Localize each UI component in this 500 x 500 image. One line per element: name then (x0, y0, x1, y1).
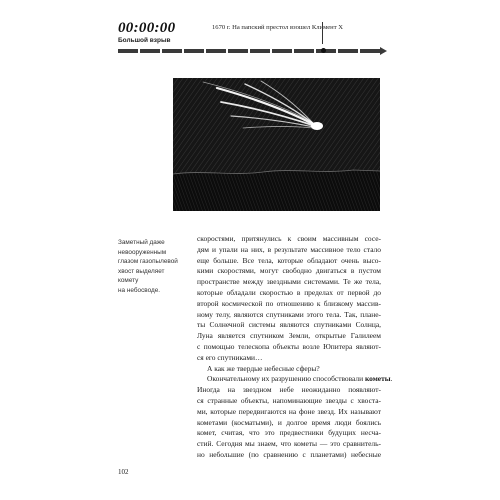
caption-line: Заметный даже (118, 239, 165, 246)
comet-illustration (173, 78, 380, 211)
body-line: дям и упали на них, в результате массивное тело стало (197, 244, 381, 254)
body-line: но небольшие (по сравнению с планетами) небесные (197, 449, 381, 459)
header-time: 00:00:00 (118, 20, 176, 36)
body-line: скоростями, притянулись к своим массивным сосе- (197, 234, 381, 243)
body-line: еще больше. Все тела, которые обладают очень высо- (197, 255, 381, 265)
body-line: кометами (косматыми), и долгое время люди боялись (197, 417, 381, 427)
figure-caption (118, 238, 178, 296)
body-line: комет, считая, что это предвестники будущих несча- (197, 428, 381, 438)
body-line: кими скоростями, могут свободно двигаться в пустом (197, 266, 381, 276)
header-subtitle: Большой взрыв (118, 37, 171, 44)
body-line: Иногда на звездном небе неожиданно появляют- (197, 385, 381, 395)
timeline-marker-dot (321, 48, 326, 53)
body-line-emphasis: Окончательному их разрушению способствовали кометы. (207, 374, 393, 384)
body-text (197, 234, 393, 461)
page-number: 102 (118, 468, 129, 476)
header-event: 1670 г. На папский престол взошел Климент X (212, 24, 344, 31)
body-line: стий. Сегодня мы знаем, что кометы — это сравнитель- (197, 439, 381, 449)
body-line: ному телу, являются спутниками этого тела. Так, плане- (197, 309, 381, 319)
event-marker-line (322, 22, 323, 44)
body-line: пространстве между звездными системами. Те же тела, (197, 277, 381, 287)
caption-line: хвост выделяет комету (118, 267, 165, 285)
body-line: второй космической по отношению к близкому массив- (197, 298, 381, 308)
body-line: которые обладали скоростью в пределах от первой до (197, 287, 381, 297)
body-line: Луна является спутником Земли, открытые Галилеем (197, 331, 381, 341)
body-line: А как же твердые небесные сферы? (207, 363, 320, 373)
caption-line: на небосводе. (118, 286, 161, 294)
body-line: ми, которые передвигаются на фоне звезд. Их называют (197, 406, 381, 416)
body-line: ты Солнечной системы являются спутниками Солнца, (197, 320, 381, 330)
body-line: ся его спутниками… (197, 352, 263, 362)
body-line: ся странные объекты, напоминающие звезды с хвоста- (197, 395, 381, 405)
timeline-arrow-icon (380, 47, 387, 55)
timeline-bar (118, 47, 387, 55)
caption-line: глазом газопылевой (118, 258, 178, 266)
body-line: с помощью телескопа объекты возле Юпитера являют- (197, 341, 381, 351)
caption-line: невооруженным (118, 248, 167, 256)
